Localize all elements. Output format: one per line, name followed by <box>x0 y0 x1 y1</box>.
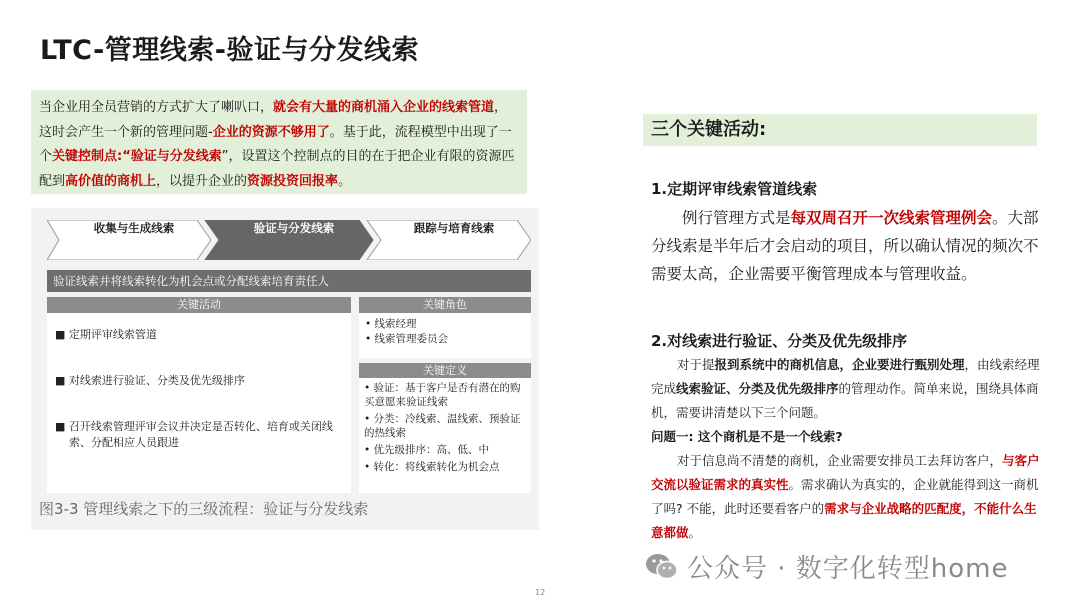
wechat-icon <box>645 553 679 581</box>
definitions-header: 关键定义 <box>359 363 531 378</box>
body-text: ，由线索经理完成 <box>651 357 1040 396</box>
intro-highlight: 就会有大量的商机涌入企业的线索管道 <box>273 100 495 115</box>
activity-item-cont: 索、分配相应人员跟进 <box>69 436 179 449</box>
definition-item: • 验证：基于客户是否有潜在的购买意愿来验证线索 <box>364 382 521 408</box>
section-1-body <box>651 204 1043 288</box>
roles-box <box>359 313 531 358</box>
intro-text: ，以提升企业的 <box>156 173 248 189</box>
intro-text: ”，设置这个控制点的目的在于把企业有限的资源匹配到 <box>39 149 515 189</box>
key-activities-heading: 三个关键活动: <box>643 114 1037 146</box>
figure-caption: 图3-3 管理线索之下的三级流程：验证与分发线索 <box>39 500 369 518</box>
body-bold: 报到系统中的商机信息，企业要进行甄别处理 <box>714 357 965 372</box>
activities-header: 关键活动 <box>47 297 351 313</box>
intro-text: 当企业用全员营销的方式扩大了喇叭口， <box>39 100 274 115</box>
section-2-body <box>651 353 1043 545</box>
body-text: 对于信息尚不清楚的商机，企业需要安排员工去拜访客户， <box>677 453 1003 468</box>
intro-text: ，这时会产生一个新的管理问题- <box>39 100 508 140</box>
body-highlight: 需求与企业战略的匹配度，不能什么生意都做 <box>651 501 1037 540</box>
process-figure <box>31 208 539 530</box>
body-text: 。 <box>688 525 702 540</box>
activity-item: ■ 召开线索管理评审会议并决定是否转化、培育或关闭线 <box>55 420 333 433</box>
intro-highlight: 企业的资源不够用了 <box>212 124 330 140</box>
section-2-paragraph <box>651 353 1043 425</box>
body-text: 。需求确认为真实的，企业就能得到这一商机了吗? 不能，此时还要看客户的 <box>651 477 1039 516</box>
step-label-2: 验证与分发线索 <box>253 221 335 235</box>
body-text: 的管理动作。简单来说，围绕具体商机，需要讲清楚以下三个问题。 <box>651 381 1039 420</box>
intro-text: 。 <box>338 173 352 189</box>
activity-item: ■ 定期评审线索管道 <box>55 328 157 341</box>
body-highlight: 与客户交流以验证需求的真实性 <box>651 453 1040 492</box>
definitions-box <box>359 378 531 493</box>
watermark <box>645 548 1009 585</box>
step-label-1: 收集与生成线索 <box>93 221 175 235</box>
section-2-title: 2.对线索进行验证、分类及优先级排序 <box>651 332 908 350</box>
body-text: 对于提 <box>677 357 715 372</box>
section-1-title: 1.定期评审线索管道线索 <box>651 180 818 198</box>
definition-item: • 分类：冷线索、温线索、预验证的热线索 <box>364 413 521 439</box>
summary-bar: 验证线索并将线索转化为机会点或分配线索培育责任人 <box>47 270 531 292</box>
watermark-text: 公众号 · 数字化转型home <box>687 554 1009 584</box>
body-highlight: 每双周召开一次线索管理例会 <box>790 209 993 227</box>
step-label-3: 跟踪与培育线索 <box>413 221 495 235</box>
question-1: 问题一: 这个商机是不是一个线索? <box>651 429 843 444</box>
body-text: 例行管理方式是 <box>682 209 791 227</box>
roles-header: 关键角色 <box>359 297 531 313</box>
body-bold: 线索验证、分类及优先级排序 <box>676 381 839 396</box>
activity-item: ■ 对线索进行验证、分类及优先级排序 <box>55 374 245 387</box>
role-item: • 线索管理委员会 <box>365 333 449 345</box>
body-text: 。大部分线索是半年后才会启动的项目，所以确认情况的频次不需要太高，企业需要平衡管理成本与管理收益。 <box>651 209 1039 283</box>
intro-highlight: 高价值的商机上 <box>65 173 157 189</box>
intro-highlight: 资源投资回报率 <box>247 173 339 189</box>
role-item: • 线索经理 <box>365 318 417 330</box>
intro-text: 。基于此，流程模型中出现了一个 <box>39 124 512 164</box>
page-title: LTC-管理线索-验证与分发线索 <box>40 35 419 66</box>
intro-box <box>31 90 527 194</box>
definition-item: • 优先级排序：高、低、中 <box>364 444 490 456</box>
question-1-paragraph <box>651 449 1043 545</box>
definition-item: • 转化：将线索转化为机会点 <box>364 461 500 473</box>
page-number: 12 <box>535 588 546 597</box>
activities-box <box>47 313 351 493</box>
intro-highlight: 关键控制点:“验证与分发线索 <box>52 149 222 164</box>
